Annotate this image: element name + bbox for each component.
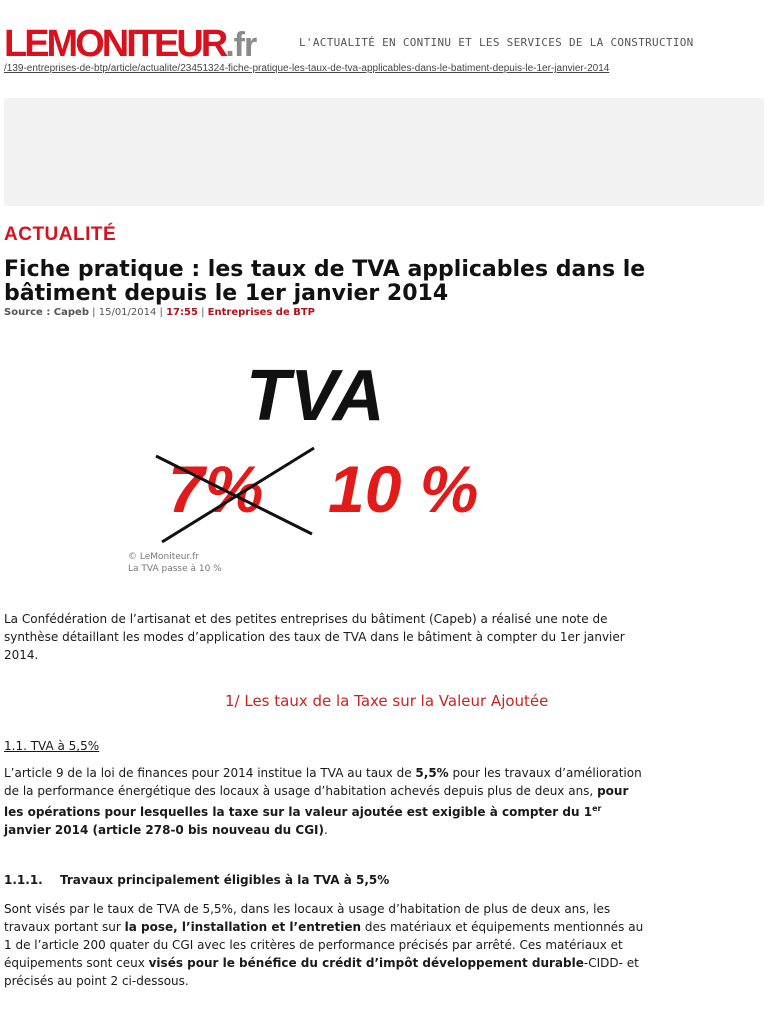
p2-sup: er xyxy=(592,804,602,813)
paragraph-tva-5-5 xyxy=(4,764,649,839)
p2-text-c: pour les travaux d’amélioration de la performance énergétique des locaux à usage d’habitation achevés depuis plus de deux ans, xyxy=(4,766,642,798)
heading-label: Travaux principalement éligibles à la TVA à 5,5% xyxy=(60,873,390,887)
logo-suffix: .fr xyxy=(225,26,257,64)
logo-main: LEMONITEUR xyxy=(4,23,226,65)
figure-old-rate: 7% xyxy=(168,452,264,526)
p2-bold-e: janvier 2014 (article 278-0 bis nouveau du CGI) xyxy=(4,823,324,837)
figure-caption-text: La TVA passe à 10 % xyxy=(128,564,222,574)
p3-text-e: -CIDD- et précisés au point 2 ci-dessous. xyxy=(4,956,639,988)
category-link[interactable]: Entreprises de BTP xyxy=(207,307,315,318)
figure-credit: © LeMoniteur.fr xyxy=(128,552,200,562)
subsection-heading-1-1-1 xyxy=(4,873,389,887)
p3-bold-d: visés pour le bénéfice du crédit d’impôt développement durable xyxy=(148,956,584,970)
article-time: 17:55 xyxy=(166,307,198,318)
source-label: Source : Capeb xyxy=(4,307,89,318)
p3-text-a: Sont visés par le taux de TVA de 5,5%, dans les locaux à usage d’habitation de plus de deux ans, les travaux portant sur xyxy=(4,902,611,934)
section-label: ACTUALITÉ xyxy=(4,224,117,245)
site-header xyxy=(4,20,764,66)
site-tagline: L'ACTUALITÉ EN CONTINU ET LES SERVICES DE LA CONSTRUCTION xyxy=(299,36,694,49)
article-date: 15/01/2014 xyxy=(98,307,157,318)
article-title: Fiche pratique : les taux de TVA applicables dans le bâtiment depuis le 1er janvier 2014 xyxy=(4,257,646,306)
paragraph-eligible-works xyxy=(4,900,649,990)
tva-illustration xyxy=(128,336,548,576)
article-meta: Source : Capeb | 15/01/2014 | 17:55 | Entreprises de BTP xyxy=(4,307,315,318)
figure-word-tva: TVA xyxy=(246,356,385,436)
p2-text-a: L’article 9 de la loi de finances pour 2014 institue la TVA au taux de xyxy=(4,766,416,780)
p2-bold-rate: 5,5% xyxy=(415,766,449,780)
subsection-heading-1-1: 1.1. TVA à 5,5% xyxy=(4,739,100,753)
intro-paragraph: La Confédération de l’artisanat et des petites entreprises du bâtiment (Capeb) a réalisé une note de synthèse détaillant les modes d’application des taux de TVA dans le bâtiment à compter du 1er janvier 2014. xyxy=(4,612,625,662)
section-heading-1: 1/ Les taux de la Taxe sur la Valeur Ajoutée xyxy=(225,692,549,710)
p2-text-f: . xyxy=(324,823,328,837)
p3-bold-b: la pose, l’installation et l’entretien xyxy=(124,920,362,934)
figure-caption xyxy=(128,551,222,575)
p3-text-c: des matériaux et équipements mentionnés au 1 de l’article 200 quater du CGI avec les critères de performance précisés par arrêté. Ces matériaux et équipements sont ceux xyxy=(4,920,644,970)
figure-new-rate: 10 % xyxy=(328,452,479,526)
ad-banner-placeholder xyxy=(4,98,764,206)
site-logo[interactable] xyxy=(4,24,256,65)
heading-number: 1.1.1. xyxy=(4,873,43,887)
p2-bold-d: pour les opérations pour lesquelles la taxe sur la valeur ajoutée est exigible à compter du 1 xyxy=(4,784,629,819)
article-url-link[interactable]: /139-entreprises-de-btp/article/actualite/23451324-fiche-pratique-les-taux-de-tva-applicables-dans-le-batiment-depuis-le-1er-janvier-2014 xyxy=(4,63,610,74)
